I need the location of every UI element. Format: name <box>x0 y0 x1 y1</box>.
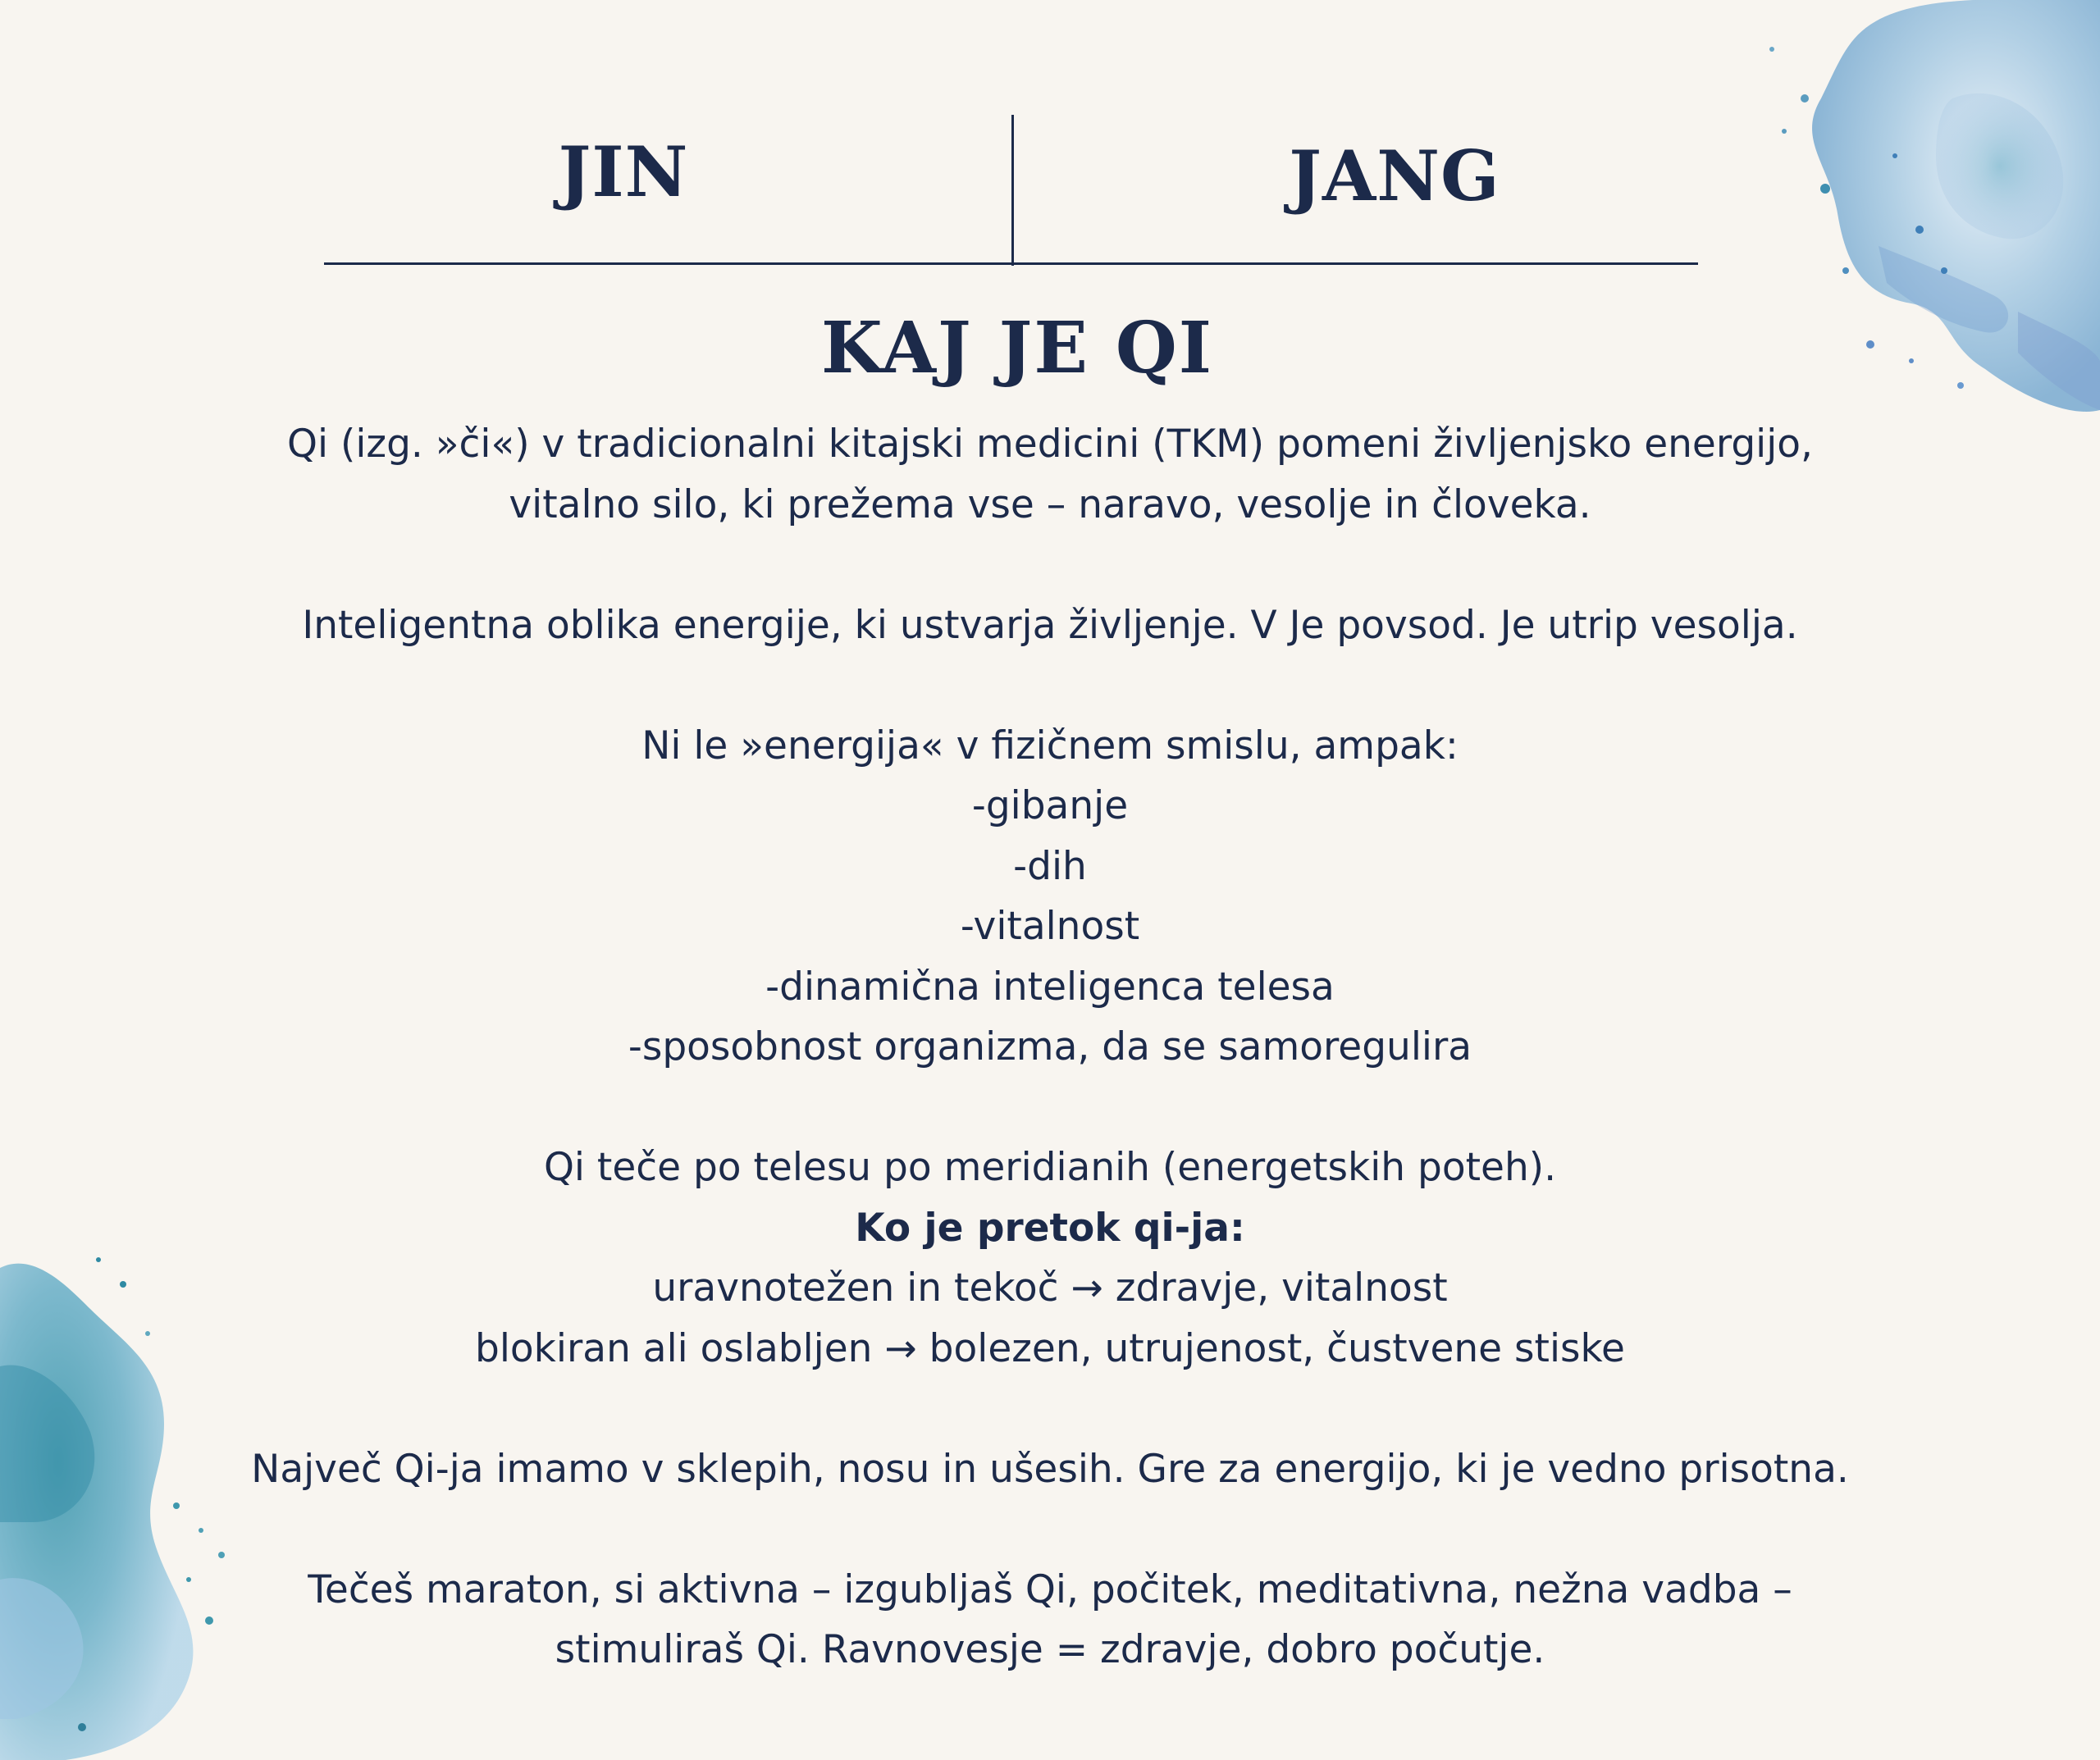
watercolor-splash-bottom-left-decoration <box>0 1235 238 1760</box>
bold-subheading: Ko je pretok qi-ja: <box>855 1205 1245 1251</box>
text-line: uravnotežen in tekoč → zdravje, vitalnost <box>652 1265 1448 1311</box>
text-line: vitalno silo, ki prežema vse – naravo, vesolje in človeka. <box>509 481 1591 527</box>
text-line: stimuliraš Qi. Ravnovesje = zdravje, dobro počutje. <box>555 1627 1545 1672</box>
header-horizontal-divider <box>324 262 1698 265</box>
list-item: -vitalnost <box>960 904 1140 949</box>
list-item: -sposobnost organizma, da se samoregulira <box>628 1024 1472 1069</box>
list-item: -gibanje <box>971 783 1129 828</box>
text-line: Qi (izg. »či«) v tradicionalni kitajski medicini (TKM) pomeni življenjsko energijo, <box>287 422 1813 467</box>
blank-line <box>230 1499 1870 1560</box>
body-text <box>230 414 1870 1680</box>
text-line: Največ Qi-ja imamo v sklepih, nosu in ušesih. Gre za energijo, ki je vedno prisotna. <box>251 1446 1849 1492</box>
blank-line <box>230 1078 1870 1138</box>
text-line: Ni le »energija« v fizičnem smislu, ampak: <box>641 723 1459 768</box>
text-line: blokiran ali oslabljen → bolezen, utrujenost, čustvene stiske <box>475 1325 1625 1371</box>
blank-line <box>230 535 1870 595</box>
list-item: -dinamična inteligenca telesa <box>765 964 1335 1010</box>
text-line: Inteligentna oblika energije, ki ustvarja življenje. V Je povsod. Je utrip vesolja. <box>302 602 1798 648</box>
header-vertical-divider <box>1011 115 1014 266</box>
blank-line <box>230 655 1870 716</box>
list-item: -dih <box>1013 843 1087 889</box>
jang-heading: JANG <box>1289 135 1500 217</box>
jin-heading: JIN <box>558 131 689 212</box>
text-line: Tečeš maraton, si aktivna – izgubljaš Qi, počitek, meditativna, nežna vadba – <box>308 1566 1792 1612</box>
page-title: KAJ JE QI <box>821 307 1213 390</box>
blank-line <box>230 1379 1870 1439</box>
text-line: Qi teče po telesu po meridianih (energetskih poteh). <box>543 1145 1557 1190</box>
